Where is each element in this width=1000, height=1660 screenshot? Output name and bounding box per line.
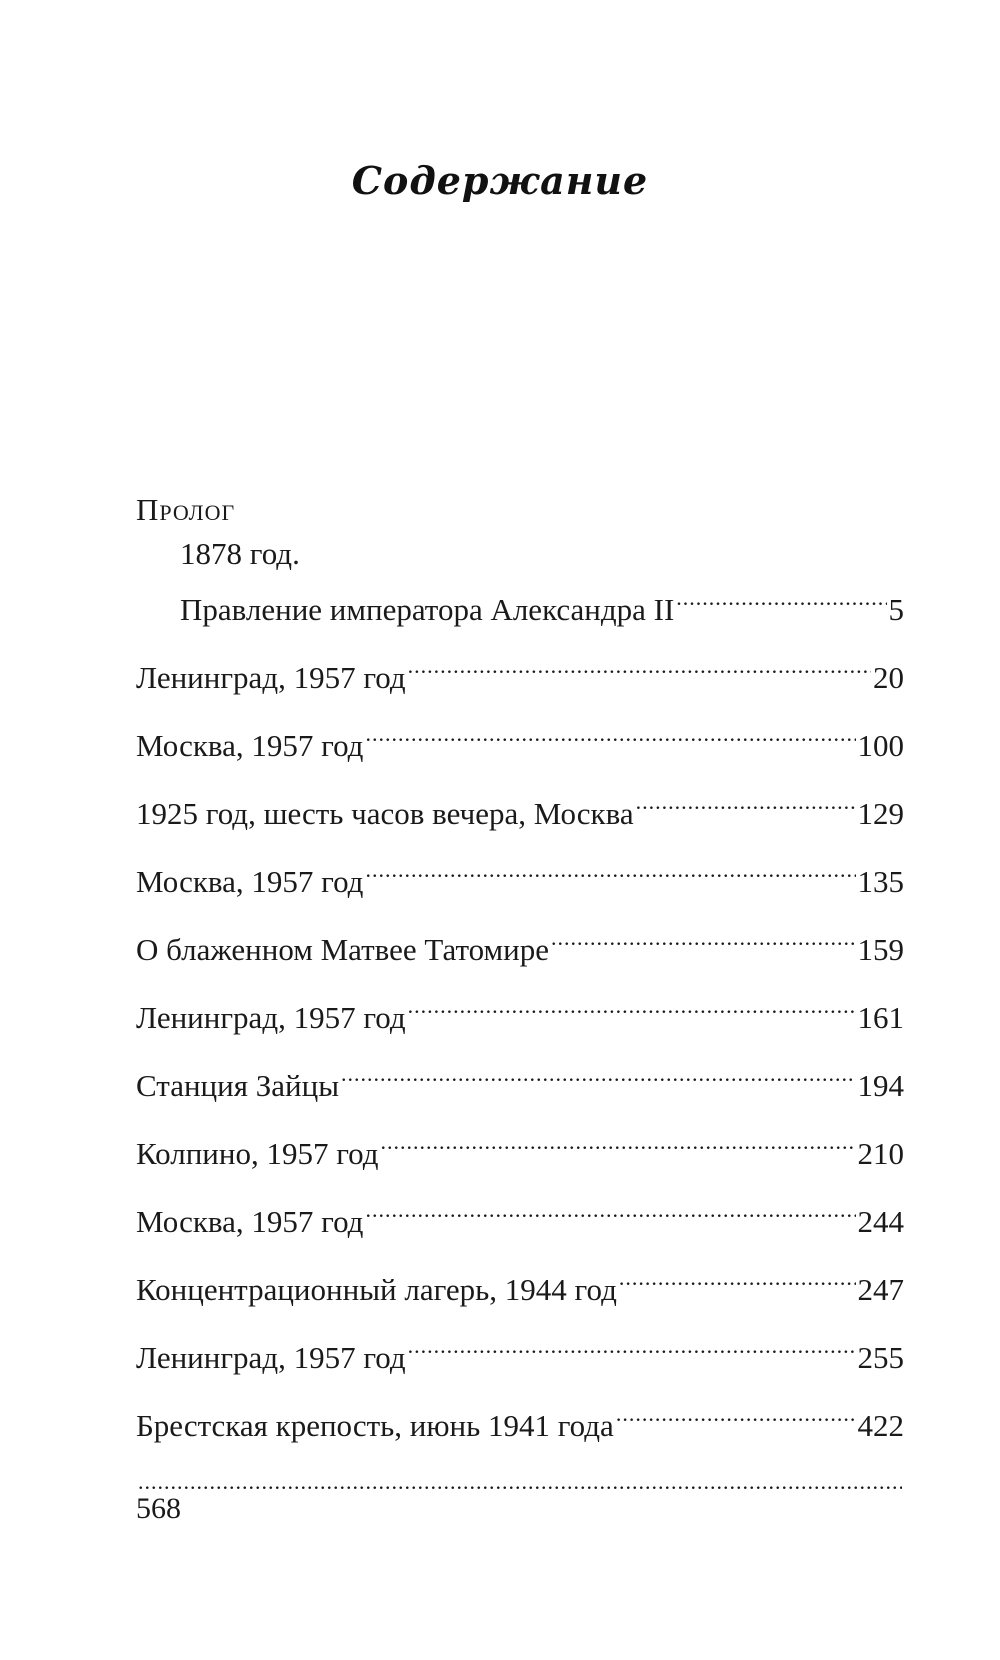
toc-entry-page: 5: [888, 592, 904, 627]
dot-leader: [408, 984, 856, 1028]
toc-entry-label: Москва, 1957 год: [136, 864, 364, 899]
toc-entry: [136, 1392, 904, 1443]
dot-leader: [138, 1460, 902, 1504]
toc-entry-label: Концентрационный лагерь, 1944 год: [136, 1272, 617, 1307]
toc-entry-page: 129: [857, 796, 904, 831]
toc-entry: [136, 1256, 904, 1307]
toc-entry-page: 422: [857, 1408, 904, 1443]
toc-entry: [136, 780, 904, 831]
toc-entry-label: 1925 год, шесть часов вечера, Москва: [136, 796, 634, 831]
toc-entry-page: 244: [857, 1204, 904, 1239]
page-number: 568: [136, 1492, 181, 1525]
dot-leader: [636, 780, 856, 824]
toc-entry-page: 210: [857, 1136, 904, 1171]
dot-leader: [676, 576, 886, 620]
toc-entry-page: 194: [857, 1068, 904, 1103]
toc-entry-label: Москва, 1957 год: [136, 1204, 364, 1239]
toc-entry: [136, 1460, 904, 1504]
dot-leader: [619, 1256, 856, 1300]
toc-entry-label: Москва, 1957 год: [136, 728, 364, 763]
table-of-contents: [136, 488, 904, 1504]
toc-entry-prologue: [136, 576, 904, 627]
dot-leader: [341, 1052, 855, 1096]
toc-entry-page: 159: [857, 932, 904, 967]
prologue-year: 1878 год.: [180, 536, 300, 571]
toc-entry-label: Правление императора Александра II: [180, 592, 675, 627]
toc-entry: [136, 644, 904, 695]
toc-entry: [136, 1188, 904, 1239]
toc-entry: [136, 1052, 904, 1103]
toc-entry-label: Колпино, 1957 год: [136, 1136, 379, 1171]
toc-entry-label: Ленинград, 1957 год: [136, 1000, 406, 1035]
dot-leader: [381, 1120, 856, 1164]
dot-leader: [408, 1324, 856, 1368]
toc-entry-page: 255: [857, 1340, 904, 1375]
toc-entry-label: Станция Зайцы: [136, 1068, 340, 1103]
toc-entry-page: 100: [857, 728, 904, 763]
toc-entry: [136, 848, 904, 899]
toc-entry-label: Брестская крепость, июнь 1941 года: [136, 1408, 614, 1443]
toc-entry: [136, 1120, 904, 1171]
dot-leader: [616, 1392, 856, 1436]
page-title: Содержание: [351, 158, 649, 203]
toc-entry-page: 20: [873, 660, 904, 695]
toc-entry: [136, 1324, 904, 1375]
dot-leader: [551, 916, 855, 960]
toc-entry: [136, 916, 904, 967]
prologue-heading: Пролог: [136, 492, 236, 527]
toc-entry: [136, 712, 904, 763]
toc-entry-label: Ленинград, 1957 год: [136, 660, 406, 695]
dot-leader: [365, 712, 855, 756]
toc-entry-page: 247: [857, 1272, 904, 1307]
toc-entry: [136, 984, 904, 1035]
toc-entry-label: Ленинград, 1957 год: [136, 1340, 406, 1375]
toc-entry-label: О блаженном Матвее Татомире: [136, 932, 550, 967]
toc-entry-page: 135: [857, 864, 904, 899]
dot-leader: [365, 848, 855, 892]
toc-entry-page: 161: [857, 1000, 904, 1035]
dot-leader: [408, 644, 871, 688]
dot-leader: [365, 1188, 855, 1232]
